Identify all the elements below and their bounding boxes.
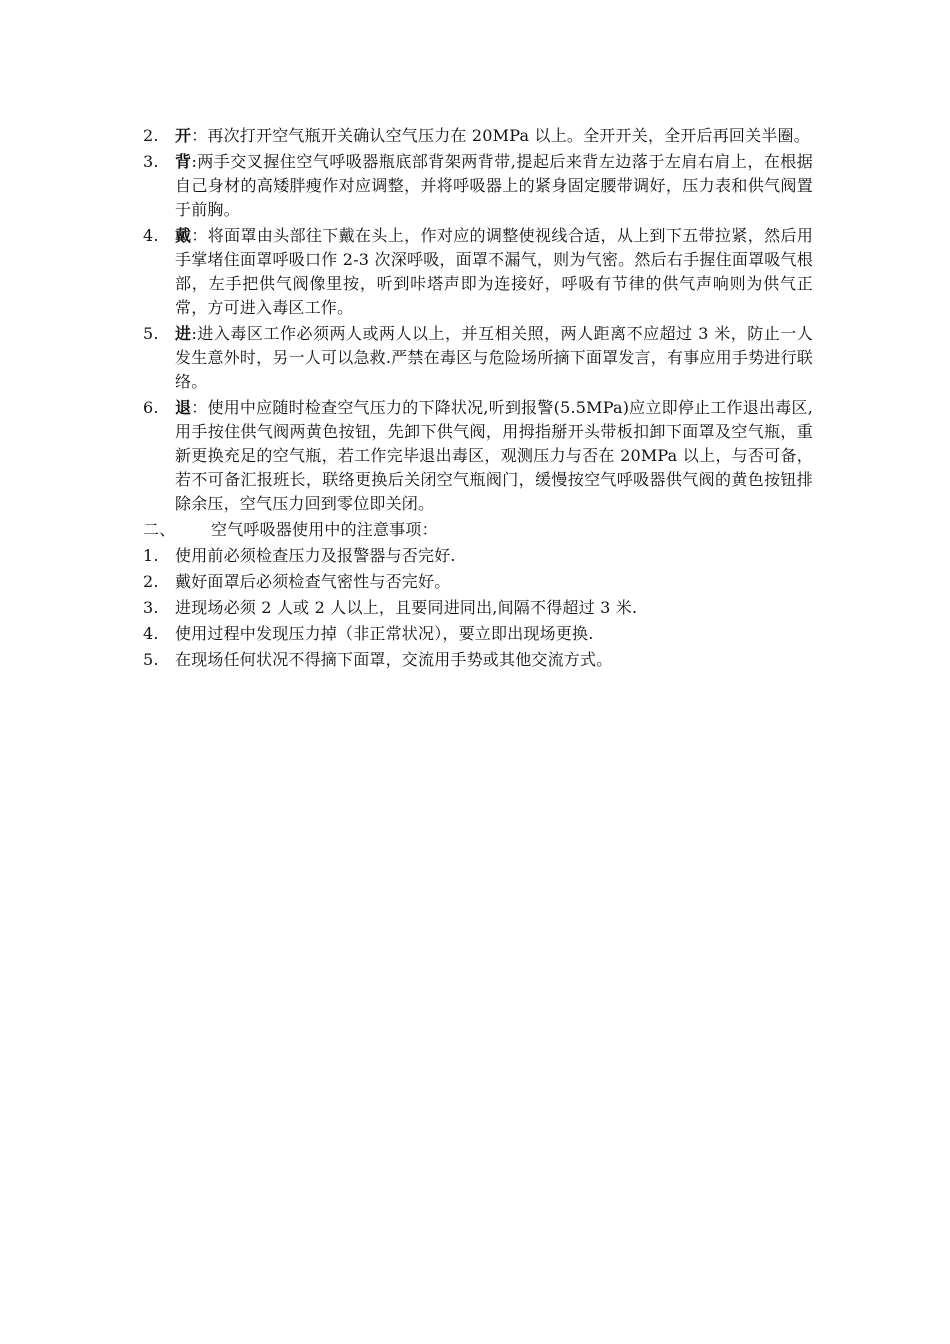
note-number: 3. (143, 598, 159, 617)
note-item (143, 570, 813, 594)
note-number: 1. (143, 546, 159, 565)
step-text: 再次打开空气瓶开关确认空气压力在 20MPa 以上。全开开关，全开后再回关半圈。 (207, 126, 810, 145)
step-number: 2. (143, 126, 159, 145)
step-body (175, 322, 813, 394)
step-item-exit (143, 396, 813, 516)
step-text: 将面罩由头部往下戴在头上，作对应的调整使视线合适，从上到下五带拉紧，然后用手掌堵住面罩呼吸口作 2-3 次深呼吸，面罩不漏气，则为气密。然后右手握住面罩吸气根部，左手把供气阀像里按，听到咔塔声即为连接好，呼吸有节律的供气声响则为供气正常，方可进入毒区工作。 (175, 226, 814, 317)
note-text: 戴好面罩后必须检查气密性与否完好。 (175, 572, 451, 591)
note-item (143, 648, 813, 672)
step-keyword: 退 (175, 398, 192, 417)
note-number: 4. (143, 624, 159, 643)
step-number: 6. (143, 398, 159, 417)
note-number: 5. (143, 650, 159, 669)
step-body (175, 224, 813, 320)
step-item-back (143, 150, 813, 222)
step-item-wear (143, 224, 813, 320)
note-text: 进现场必须 2 人或 2 人以上，且要同进同出,间隔不得超过 3 米. (175, 598, 638, 617)
note-text: 在现场任何状况不得摘下面罩，交流用手势或其他交流方式。 (175, 650, 613, 669)
step-keyword: 进 (175, 324, 192, 343)
step-number: 3. (143, 152, 159, 171)
step-separator: ： (191, 126, 208, 145)
step-text: 使用中应随时检查空气压力的下降状况,听到报警(5.5MPa)应立即停止工作退出毒区,用手按住供气阀两黄色按钮，先卸下供气阀，用拇指掰开头带板扣卸下面罩及空气瓶，重新更换充足的空气瓶，若工作完毕退出毒区，观测压力与否在 20MPa 以上，与否可备，若不可备汇报班长，联络更换后关闭空气瓶阀门，缓慢按空气呼吸器供气阀的黄色按钮排除余压，空气压力回到零位即关闭。 (175, 398, 813, 513)
step-separator: ： (191, 226, 208, 245)
step-text: 两手交叉握住空气呼吸器瓶底部背架两背带,提起后来背左边落于左肩右肩上，在根据自己身材的高矮胖瘦作对应调整，并将呼吸器上的紧身固定腰带调好，压力表和供气阀置于前胸。 (175, 152, 814, 219)
step-separator: : (191, 324, 198, 343)
step-keyword: 开 (175, 126, 192, 145)
note-text: 使用前必须检查压力及报警器与否完好. (175, 546, 456, 565)
section-number: 二、 (143, 520, 176, 539)
note-item (143, 622, 813, 646)
section-heading (143, 518, 813, 542)
section-title: 空气呼吸器使用中的注意事项： (211, 520, 438, 539)
step-separator: : (191, 152, 198, 171)
step-body (175, 150, 813, 222)
step-body (175, 124, 813, 148)
note-item (143, 544, 813, 568)
step-number: 5. (143, 324, 159, 343)
step-item-enter (143, 322, 813, 394)
note-item (143, 596, 813, 620)
step-separator: ： (191, 398, 208, 417)
step-body (175, 396, 813, 516)
step-text: 进入毒区工作必须两人或两人以上，并互相关照，两人距离不应超过 3 米，防止一人发生意外时，另一人可以急救.严禁在毒区与危险场所摘下面罩发言，有事应用手势进行联络。 (175, 324, 813, 391)
step-item-open (143, 124, 813, 148)
document-content (143, 124, 813, 674)
step-keyword: 背 (175, 152, 192, 171)
note-text: 使用过程中发现压力掉（非正常状况），要立即出现场更换. (175, 624, 594, 643)
note-number: 2. (143, 572, 159, 591)
step-keyword: 戴 (175, 226, 192, 245)
step-number: 4. (143, 226, 159, 245)
